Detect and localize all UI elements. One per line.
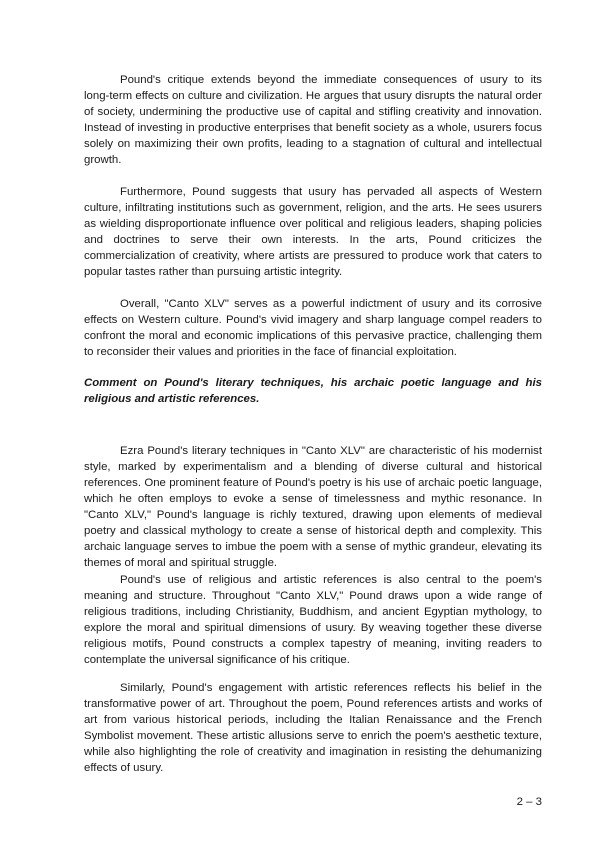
text-line: Ezra Pound's literary techniques in "Canto XLV" are characteristic of his modernist (120, 445, 542, 457)
paragraph-overall (84, 296, 542, 360)
page-number: 2 – 3 (516, 796, 542, 808)
text-line: as wielding disproportionate influence over political and religious leaders, shaping policies (84, 218, 542, 230)
text-line: religious traditions, including Christianity, Buddhism, and ancient Egyptian mythology, to (84, 606, 542, 618)
text-line: explore the moral and spiritual dimensions of usury. By weaving together these diverse (84, 622, 542, 634)
text-line: Comment on Pound's literary techniques, his archaic poetic language and his (84, 377, 542, 389)
text-line: themes of moral and spiritual struggle. (84, 557, 278, 569)
paragraph-religious-references (84, 572, 542, 668)
paragraph-western-culture (84, 184, 542, 280)
text-line: Pound's critique extends beyond the immediate consequences of usury to its (120, 74, 542, 86)
text-line: meaning and structure. Throughout "Canto XLV," Pound draws upon a wide range of (84, 590, 542, 602)
text-line: style, marked by experimentalism and a blending of diverse cultural and historical (84, 461, 542, 473)
text-line: commercialization of creativity, where artists are pressured to produce work that caters to (84, 250, 542, 262)
text-line: effects of usury. (84, 762, 164, 774)
text-line: Overall, "Canto XLV" serves as a powerful indictment of usury and its corrosive (120, 298, 542, 310)
text-line: of society, undermining the productive use of capital and stifling creativity and innovation. (84, 106, 542, 118)
text-line: while also highlighting the role of creativity and imagination in resisting the dehumanizing (84, 746, 542, 758)
text-line: religious motifs, Pound constructs a complex tapestry of meaning, inviting readers to (84, 638, 542, 650)
text-line: archaic language serves to imbue the poem with a sense of mythic grandeur, elevating its (84, 541, 542, 553)
paragraph-artistic-references (84, 680, 542, 776)
text-line: Pound's use of religious and artistic references is also central to the poem's (120, 574, 542, 586)
text-line: growth. (84, 154, 122, 166)
text-line: Similarly, Pound's engagement with artistic references reflects his belief in the (120, 682, 542, 694)
text-line: culture, infiltrating institutions such as government, religion, and the arts. He sees usurers (84, 202, 542, 214)
text-line: solely on maximizing their own profits, leading to a stagnation of cultural and intellectual (84, 138, 542, 150)
text-line: poetry and classical mythology to create a sense of historical depth and complexity. This (84, 525, 542, 537)
text-line: long-term effects on culture and civilization. He argues that usury disrupts the natural order (84, 90, 542, 102)
text-line: references. One prominent feature of Pound's poetry is his use of archaic poetic language, (84, 477, 542, 489)
text-line: "Canto XLV," Pound's language is richly textured, drawing upon elements of medieval (84, 509, 542, 521)
paragraph-literary-techniques (84, 443, 542, 571)
text-line: Instead of investing in productive enterprises that benefit society as a whole, usurers focus (84, 122, 542, 134)
text-line: religious and artistic references. (84, 393, 260, 405)
text-line: contemplate the universal significance of his critique. (84, 654, 350, 666)
text-line: confront the moral and economic implications of this pervasive practice, challenging them (84, 330, 542, 342)
section-heading (84, 375, 542, 407)
text-line: to reconsider their values and priorities in the face of financial exploitation. (84, 346, 457, 358)
text-line: Furthermore, Pound suggests that usury has pervaded all aspects of Western (120, 186, 542, 198)
text-line: transformative power of art. Throughout the poem, Pound references artists and works of (84, 698, 542, 710)
text-line: which he often employs to evoke a sense of timelessness and mythic resonance. In (84, 493, 542, 505)
text-line: and doctrines to serve their own interests. In the arts, Pound criticizes the (84, 234, 542, 246)
text-line: effects on Western culture. Pound's vivid imagery and sharp language compel readers to (84, 314, 542, 326)
text-line: art from various historical periods, including the Italian Renaissance and the French (84, 714, 542, 726)
paragraph-usury-effects (84, 72, 542, 168)
text-line: popular tastes rather than pursuing artistic integrity. (84, 266, 343, 278)
text-line: Symbolist movement. These artistic allusions serve to enrich the poem's aesthetic texture, (84, 730, 542, 742)
